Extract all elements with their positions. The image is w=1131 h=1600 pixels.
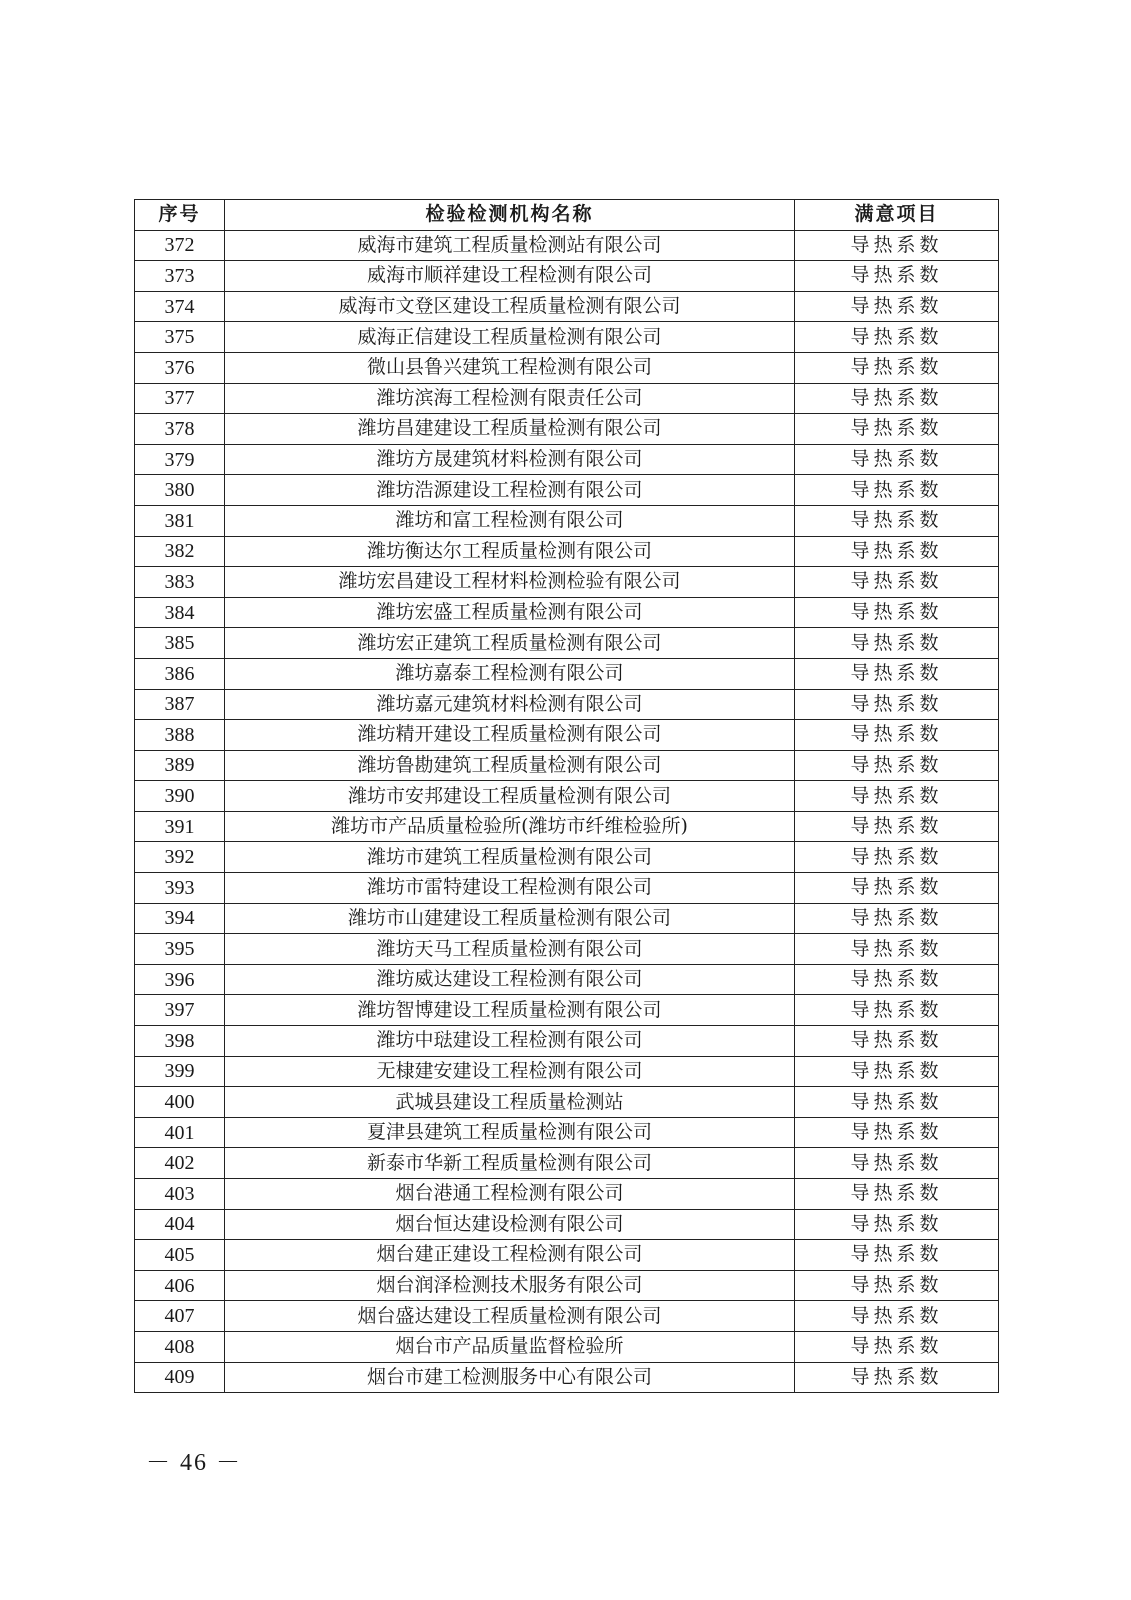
row-item: 导热系数 <box>795 934 999 965</box>
table-row <box>135 322 999 353</box>
table-row <box>135 995 999 1026</box>
row-number: 378 <box>135 414 225 445</box>
row-number: 389 <box>135 750 225 781</box>
row-name: 烟台港通工程检测有限公司 <box>225 1179 795 1210</box>
table-body <box>135 230 999 1393</box>
row-name: 微山县鲁兴建筑工程检测有限公司 <box>225 352 795 383</box>
row-name: 烟台建正建设工程检测有限公司 <box>225 1240 795 1271</box>
row-item: 导热系数 <box>795 1026 999 1057</box>
row-number: 399 <box>135 1056 225 1087</box>
row-number: 400 <box>135 1087 225 1118</box>
row-name: 潍坊宏正建筑工程质量检测有限公司 <box>225 628 795 659</box>
row-item: 导热系数 <box>795 1148 999 1179</box>
row-number: 374 <box>135 291 225 322</box>
row-number: 390 <box>135 781 225 812</box>
table-row <box>135 903 999 934</box>
row-item: 导热系数 <box>795 352 999 383</box>
row-item: 导热系数 <box>795 781 999 812</box>
row-name: 威海正信建设工程质量检测有限公司 <box>225 322 795 353</box>
table-row <box>135 1148 999 1179</box>
row-name: 潍坊市安邦建设工程质量检测有限公司 <box>225 781 795 812</box>
table-row <box>135 1331 999 1362</box>
row-item: 导热系数 <box>795 1362 999 1393</box>
table-row <box>135 383 999 414</box>
table-row <box>135 1179 999 1210</box>
row-name: 潍坊嘉元建筑材料检测有限公司 <box>225 689 795 720</box>
row-item: 导热系数 <box>795 444 999 475</box>
table-row <box>135 444 999 475</box>
row-number: 393 <box>135 873 225 904</box>
row-number: 387 <box>135 689 225 720</box>
row-name: 潍坊市产品质量检验所(潍坊市纤维检验所) <box>225 811 795 842</box>
header-item: 满意项目 <box>795 200 999 231</box>
table-row <box>135 597 999 628</box>
row-item: 导热系数 <box>795 689 999 720</box>
row-number: 385 <box>135 628 225 659</box>
row-name: 烟台盛达建设工程质量检测有限公司 <box>225 1301 795 1332</box>
row-item: 导热系数 <box>795 536 999 567</box>
row-name: 潍坊昌建建设工程质量检测有限公司 <box>225 414 795 445</box>
row-number: 395 <box>135 934 225 965</box>
table-row <box>135 1270 999 1301</box>
row-item: 导热系数 <box>795 414 999 445</box>
row-name: 潍坊浩源建设工程检测有限公司 <box>225 475 795 506</box>
row-item: 导热系数 <box>795 1331 999 1362</box>
institution-table <box>134 199 999 1393</box>
row-number: 372 <box>135 230 225 261</box>
row-number: 408 <box>135 1331 225 1362</box>
table-row <box>135 811 999 842</box>
row-name: 潍坊方晟建筑材料检测有限公司 <box>225 444 795 475</box>
row-item: 导热系数 <box>795 1270 999 1301</box>
row-number: 379 <box>135 444 225 475</box>
row-item: 导热系数 <box>795 261 999 292</box>
table-row <box>135 658 999 689</box>
table-row <box>135 964 999 995</box>
row-item: 导热系数 <box>795 567 999 598</box>
row-item: 导热系数 <box>795 1117 999 1148</box>
table-row <box>135 781 999 812</box>
row-item: 导热系数 <box>795 750 999 781</box>
page-number: － 46 － <box>146 1450 242 1476</box>
row-name: 威海市建筑工程质量检测站有限公司 <box>225 230 795 261</box>
row-number: 377 <box>135 383 225 414</box>
row-number: 391 <box>135 811 225 842</box>
row-item: 导热系数 <box>795 1209 999 1240</box>
row-item: 导热系数 <box>795 1301 999 1332</box>
table-row <box>135 352 999 383</box>
row-item: 导热系数 <box>795 1240 999 1271</box>
row-number: 397 <box>135 995 225 1026</box>
table-row <box>135 934 999 965</box>
table-row <box>135 1209 999 1240</box>
row-number: 380 <box>135 475 225 506</box>
row-item: 导热系数 <box>795 291 999 322</box>
row-number: 409 <box>135 1362 225 1393</box>
row-number: 376 <box>135 352 225 383</box>
row-name: 潍坊市雷特建设工程检测有限公司 <box>225 873 795 904</box>
row-name: 潍坊鲁勘建筑工程质量检测有限公司 <box>225 750 795 781</box>
row-item: 导热系数 <box>795 230 999 261</box>
row-item: 导热系数 <box>795 1056 999 1087</box>
row-name: 新泰市华新工程质量检测有限公司 <box>225 1148 795 1179</box>
table-row <box>135 720 999 751</box>
row-name: 潍坊市山建建设工程质量检测有限公司 <box>225 903 795 934</box>
table-row <box>135 475 999 506</box>
table-row <box>135 567 999 598</box>
row-item: 导热系数 <box>795 658 999 689</box>
table-row <box>135 873 999 904</box>
row-name: 烟台市建工检测服务中心有限公司 <box>225 1362 795 1393</box>
table-row <box>135 414 999 445</box>
row-item: 导热系数 <box>795 842 999 873</box>
row-name: 武城县建设工程质量检测站 <box>225 1087 795 1118</box>
table-row <box>135 1026 999 1057</box>
row-item: 导热系数 <box>795 628 999 659</box>
table-row <box>135 261 999 292</box>
table-row <box>135 750 999 781</box>
row-number: 382 <box>135 536 225 567</box>
table-row <box>135 1117 999 1148</box>
row-item: 导热系数 <box>795 322 999 353</box>
row-number: 375 <box>135 322 225 353</box>
row-number: 383 <box>135 567 225 598</box>
row-number: 394 <box>135 903 225 934</box>
row-name: 潍坊嘉泰工程检测有限公司 <box>225 658 795 689</box>
table-row <box>135 1362 999 1393</box>
row-name: 无棣建安建设工程检测有限公司 <box>225 1056 795 1087</box>
row-number: 381 <box>135 505 225 536</box>
row-name: 潍坊天马工程质量检测有限公司 <box>225 934 795 965</box>
row-item: 导热系数 <box>795 1179 999 1210</box>
row-item: 导热系数 <box>795 873 999 904</box>
row-item: 导热系数 <box>795 505 999 536</box>
row-name: 潍坊滨海工程检测有限责任公司 <box>225 383 795 414</box>
row-number: 407 <box>135 1301 225 1332</box>
row-name: 威海市文登区建设工程质量检测有限公司 <box>225 291 795 322</box>
row-number: 402 <box>135 1148 225 1179</box>
row-item: 导热系数 <box>795 964 999 995</box>
table-row <box>135 628 999 659</box>
row-name: 夏津县建筑工程质量检测有限公司 <box>225 1117 795 1148</box>
table-row <box>135 689 999 720</box>
row-name: 潍坊衡达尔工程质量检测有限公司 <box>225 536 795 567</box>
row-name: 潍坊中琺建设工程检测有限公司 <box>225 1026 795 1057</box>
row-number: 396 <box>135 964 225 995</box>
table-row <box>135 505 999 536</box>
row-number: 398 <box>135 1026 225 1057</box>
row-name: 威海市顺祥建设工程检测有限公司 <box>225 261 795 292</box>
row-item: 导热系数 <box>795 720 999 751</box>
row-number: 384 <box>135 597 225 628</box>
table-row <box>135 842 999 873</box>
row-item: 导热系数 <box>795 903 999 934</box>
table-row <box>135 1301 999 1332</box>
row-name: 潍坊市建筑工程质量检测有限公司 <box>225 842 795 873</box>
table-row <box>135 536 999 567</box>
row-name: 潍坊精开建设工程质量检测有限公司 <box>225 720 795 751</box>
row-item: 导热系数 <box>795 475 999 506</box>
table-row <box>135 1087 999 1118</box>
row-item: 导热系数 <box>795 1087 999 1118</box>
row-number: 401 <box>135 1117 225 1148</box>
table-row <box>135 291 999 322</box>
row-item: 导热系数 <box>795 811 999 842</box>
row-number: 386 <box>135 658 225 689</box>
row-name: 潍坊智博建设工程质量检测有限公司 <box>225 995 795 1026</box>
table-row <box>135 1056 999 1087</box>
row-name: 烟台市产品质量监督检验所 <box>225 1331 795 1362</box>
row-name: 烟台润泽检测技术服务有限公司 <box>225 1270 795 1301</box>
row-number: 406 <box>135 1270 225 1301</box>
row-number: 405 <box>135 1240 225 1271</box>
row-number: 403 <box>135 1179 225 1210</box>
row-name: 潍坊和富工程检测有限公司 <box>225 505 795 536</box>
row-name: 烟台恒达建设检测有限公司 <box>225 1209 795 1240</box>
row-item: 导热系数 <box>795 383 999 414</box>
table-row <box>135 1240 999 1271</box>
row-number: 388 <box>135 720 225 751</box>
row-number: 392 <box>135 842 225 873</box>
row-name: 潍坊威达建设工程检测有限公司 <box>225 964 795 995</box>
row-name: 潍坊宏昌建设工程材料检测检验有限公司 <box>225 567 795 598</box>
table-row <box>135 230 999 261</box>
row-item: 导热系数 <box>795 995 999 1026</box>
table-header-row <box>135 200 999 231</box>
header-number: 序号 <box>135 200 225 231</box>
row-number: 373 <box>135 261 225 292</box>
row-number: 404 <box>135 1209 225 1240</box>
row-item: 导热系数 <box>795 597 999 628</box>
row-name: 潍坊宏盛工程质量检测有限公司 <box>225 597 795 628</box>
header-name: 检验检测机构名称 <box>225 200 795 231</box>
